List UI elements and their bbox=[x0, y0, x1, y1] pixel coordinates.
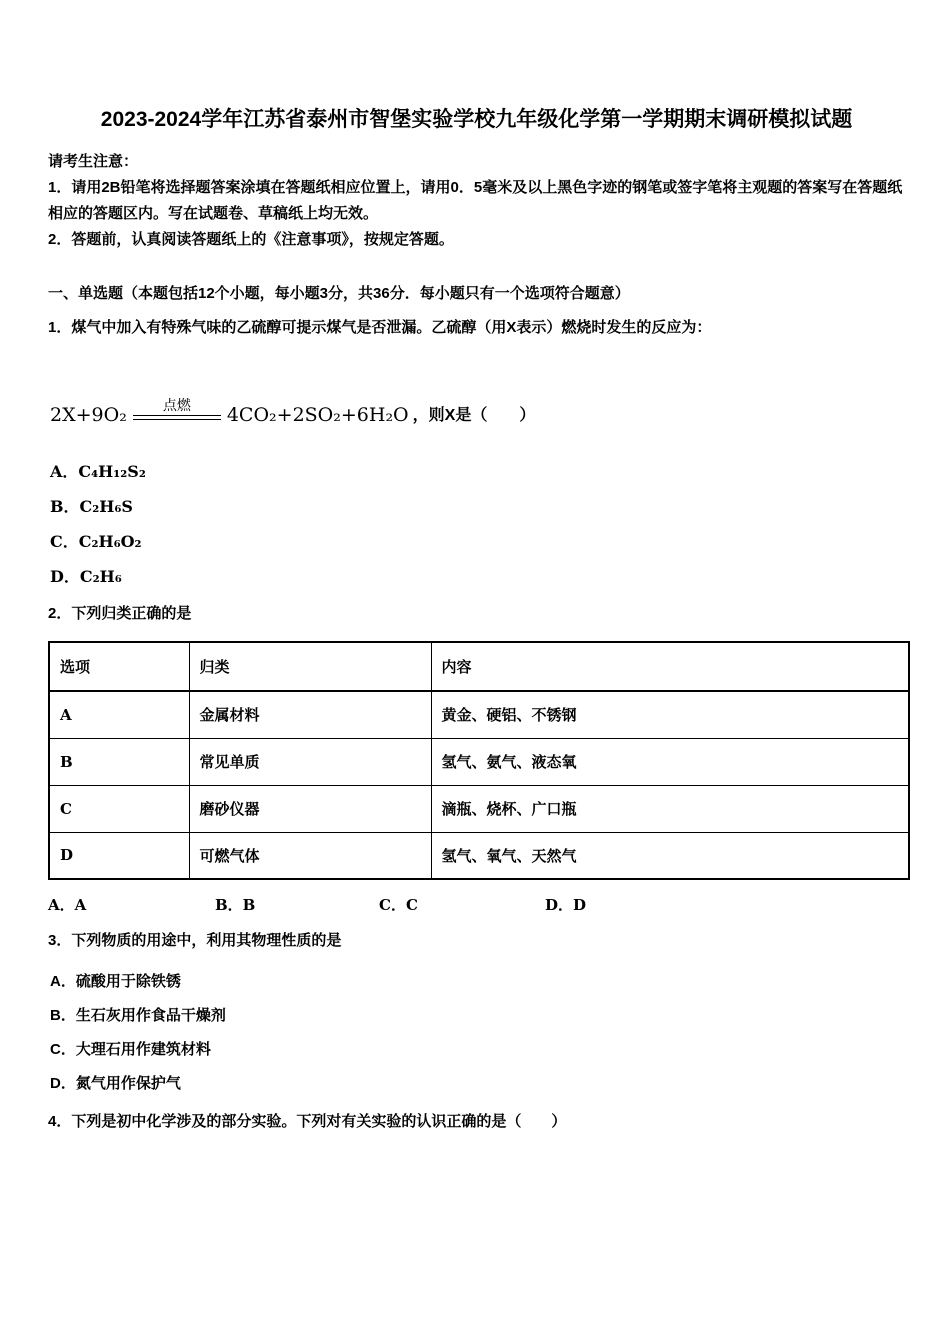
notice-item-1: 1．请用2B铅笔将选择题答案涂填在答题纸相应位置上，请用0．5毫米及以上黑色字迹的钢笔或签字笔将主观题的答案写在答题纸相应的答题区内。写在试题卷、草稿纸上均无效。 bbox=[48, 179, 903, 222]
q1-option-b-formula: C₂H₆S bbox=[79, 497, 133, 516]
q3-option-c: C．大理石用作建筑材料 bbox=[50, 1041, 211, 1058]
section-heading: 一、单选题（本题包括12个小题，每小题3分，共36分．每小题只有一个选项符合题意） bbox=[48, 285, 630, 302]
notice-label: 请考生注意： bbox=[48, 153, 139, 170]
question-4-stem: 4．下列是初中化学涉及的部分实验。下列对有关实验的认识正确的是（ ） bbox=[48, 1113, 567, 1130]
q2-answer-a: A．A bbox=[48, 896, 87, 914]
q1-option-c bbox=[50, 531, 905, 553]
question-2-stem: 2．下列归类正确的是 bbox=[48, 605, 192, 622]
table-cell-option-a: A bbox=[49, 691, 189, 738]
table-cell-category-b: 常见单质 bbox=[189, 738, 431, 785]
table-cell-category-d: 可燃气体 bbox=[189, 832, 431, 879]
table-cell-option-d: D bbox=[49, 832, 189, 879]
table-cell-option-b: B bbox=[49, 738, 189, 785]
q1-option-a-label: A． bbox=[50, 462, 79, 481]
q1-option-a bbox=[50, 461, 905, 483]
table-header-row bbox=[49, 642, 909, 691]
q1-option-d-formula: C₂H₆ bbox=[79, 567, 122, 586]
q3-option-d: D．氮气用作保护气 bbox=[50, 1075, 181, 1092]
question-1-stem: 1．煤气中加入有特殊气味的乙硫醇可提示煤气是否泄漏。乙硫醇（用X表示）燃烧时发生的反应为： bbox=[48, 319, 712, 336]
q1-chemical-equation bbox=[50, 375, 905, 427]
q1-option-d-label: D． bbox=[50, 567, 80, 586]
table-row bbox=[49, 785, 909, 832]
table-header-option: 选项 bbox=[49, 642, 189, 691]
q1-option-c-formula: C₂H₆O₂ bbox=[78, 532, 142, 551]
q2-answer-c: C．C bbox=[379, 896, 418, 914]
q1-option-b bbox=[50, 496, 905, 518]
q1-option-c-label: C． bbox=[50, 532, 79, 551]
q2-answer-b: B．B bbox=[215, 896, 256, 914]
table-cell-content-d: 氢气、氧气、天然气 bbox=[431, 832, 909, 879]
q2-answer-choices-row bbox=[48, 894, 905, 916]
equation-condition-label: 点燃 bbox=[162, 397, 191, 413]
q1-option-a-formula: C₄H₁₂S₂ bbox=[78, 462, 146, 481]
equation-right-side: 4CO₂+2SO₂+6H₂O bbox=[226, 404, 409, 426]
notice-item-2: 2．答题前，认真阅读答题纸上的《注意事项》，按规定答题。 bbox=[48, 231, 454, 248]
table-cell-content-b: 氢气、氨气、液态氧 bbox=[431, 738, 909, 785]
q1-option-b-label: B． bbox=[50, 497, 80, 516]
table-cell-option-c: C bbox=[49, 785, 189, 832]
q1-option-d bbox=[50, 566, 905, 588]
q3-option-b: B．生石灰用作食品干燥剂 bbox=[50, 1007, 226, 1024]
equation-double-line bbox=[133, 415, 221, 420]
q3-option-a: A．硫酸用于除铁锈 bbox=[50, 973, 181, 990]
equation-condition-block bbox=[127, 396, 227, 427]
q2-classification-table bbox=[48, 641, 910, 880]
table-cell-category-a: 金属材料 bbox=[189, 691, 431, 738]
question-3-stem: 3．下列物质的用途中，利用其物理性质的是 bbox=[48, 932, 342, 949]
table-cell-category-c: 磨砂仪器 bbox=[189, 785, 431, 832]
equation-left-side: 2X+9O₂ bbox=[50, 404, 127, 426]
table-header-content: 内容 bbox=[431, 642, 909, 691]
table-row bbox=[49, 691, 909, 738]
q2-answer-d: D．D bbox=[545, 896, 587, 914]
table-row bbox=[49, 738, 909, 785]
table-row bbox=[49, 832, 909, 879]
table-cell-content-a: 黄金、硬铝、不锈钢 bbox=[431, 691, 909, 738]
page-title: 2023-2024学年江苏省泰州市智堡实验学校九年级化学第一学期期末调研模拟试题 bbox=[100, 108, 853, 131]
question-1-options bbox=[48, 461, 905, 588]
table-header-category: 归类 bbox=[189, 642, 431, 691]
equation-suffix-text: ，则X是（ ） bbox=[412, 407, 536, 424]
table-cell-content-c: 滴瓶、烧杯、广口瓶 bbox=[431, 785, 909, 832]
